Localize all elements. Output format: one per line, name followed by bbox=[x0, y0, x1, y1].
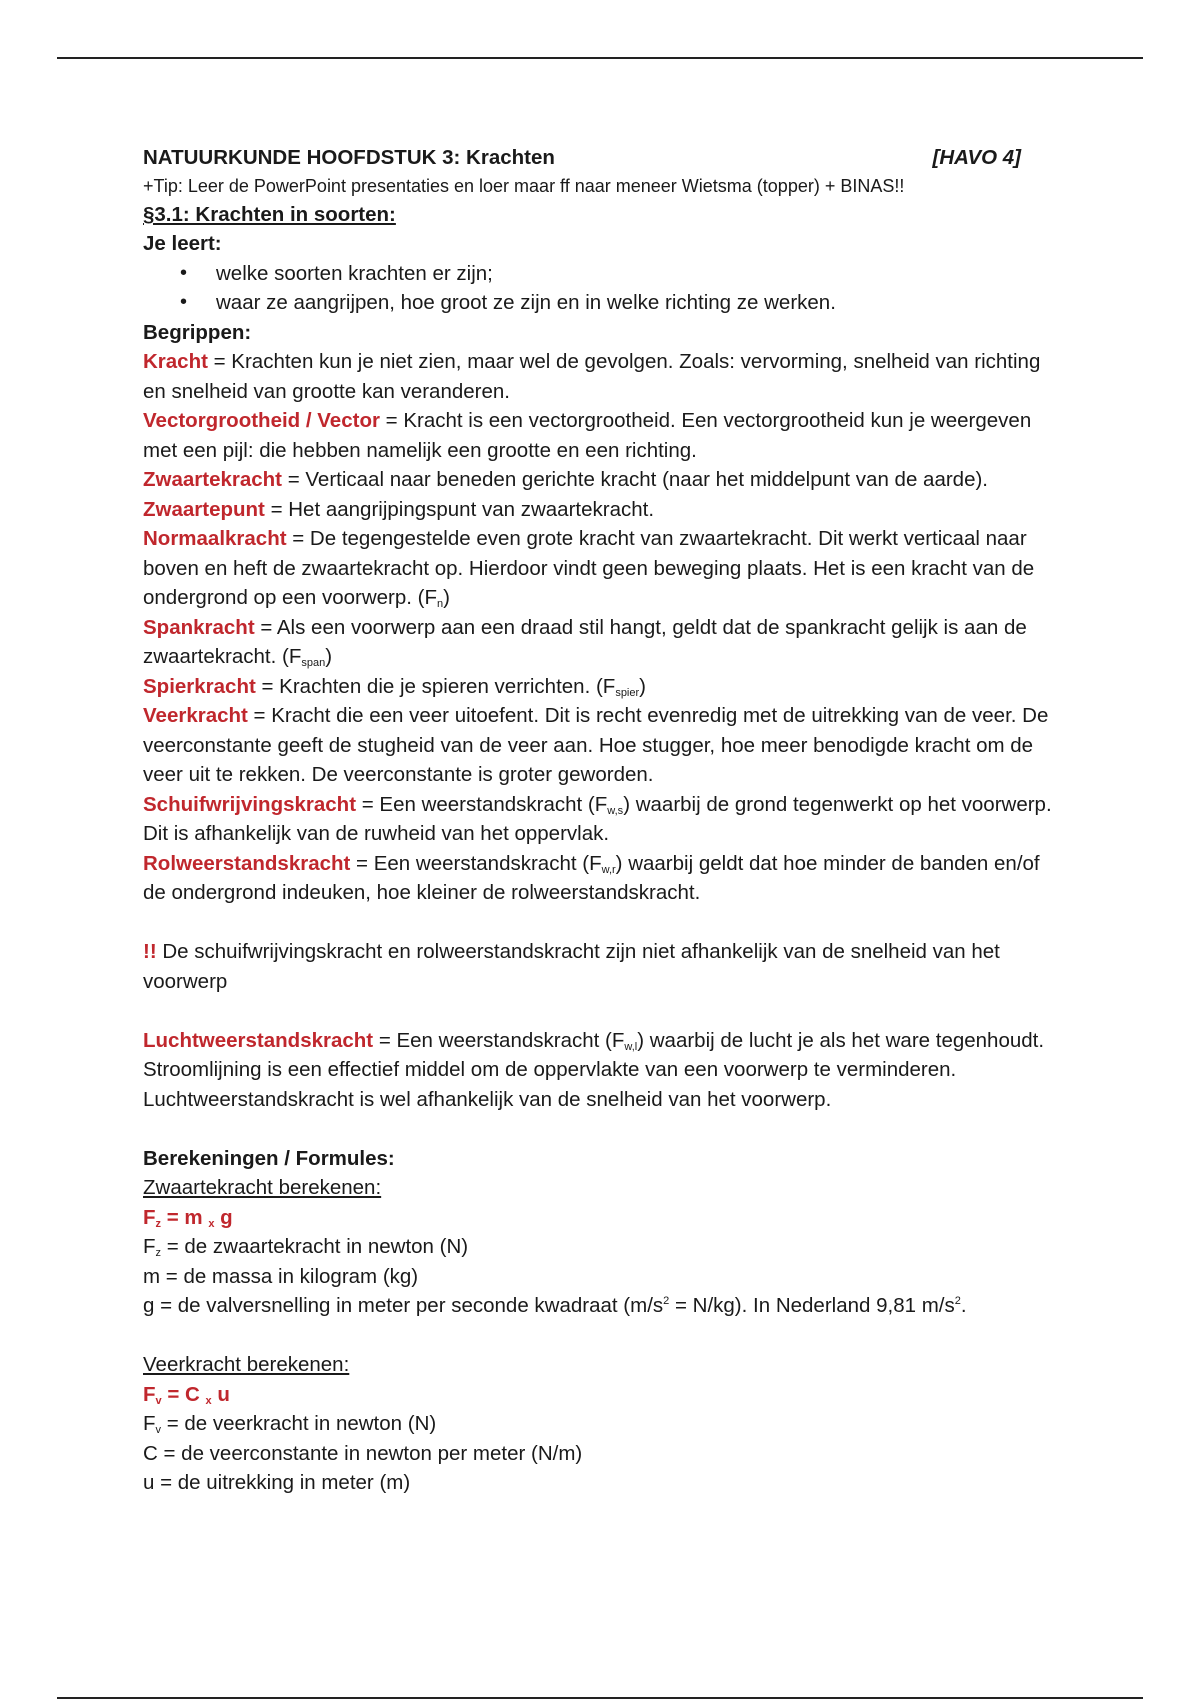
superscript: 2 bbox=[954, 1295, 961, 1307]
var-text: = de veerkracht in newton (N) bbox=[161, 1412, 437, 1435]
subscript: z bbox=[155, 1247, 162, 1259]
var-text: m = de massa in kilogram (kg) bbox=[143, 1264, 419, 1288]
var-text: g = de valversnelling in meter per seconde kwadraat (m/s bbox=[143, 1294, 664, 1317]
spacer bbox=[143, 1114, 1065, 1144]
note-text: De schuifwrijvingskracht en rolweerstandskracht zijn niet afhankelijk van de snelheid van het voorwerp bbox=[143, 940, 1000, 993]
document-header bbox=[143, 143, 1065, 173]
var-symbol: F bbox=[143, 1235, 156, 1258]
definition-text: = Een weerstandskracht (F bbox=[356, 792, 608, 816]
concept-zwaartepunt bbox=[143, 495, 1065, 525]
concept-normaalkracht bbox=[143, 524, 1065, 613]
spring-var-c bbox=[143, 1439, 1065, 1469]
spacer bbox=[143, 996, 1065, 1026]
list-item: • welke soorten krachten er zijn; bbox=[143, 259, 1065, 289]
concept-veerkracht bbox=[143, 701, 1065, 790]
tip-text: +Tip: Leer de PowerPoint presentaties en loer maar ff naar meneer Wietsma (topper) + BINAS!! bbox=[143, 175, 905, 196]
definition-text: = Een weerstandskracht (F bbox=[373, 1028, 625, 1052]
spring-var-u bbox=[143, 1468, 1065, 1498]
list-item: • waar ze aangrijpen, hoe groot ze zijn en in welke richting ze werken. bbox=[143, 288, 1065, 318]
definition-end: ) waarbij de lucht je als het ware tegenhoudt. Stroomlijning is een effectief middel om de oppervlakte van een voorwerp te verminderen. Luchtweerstandskracht is wel afhankelijk van de snelheid van het voorwerp. bbox=[143, 1028, 1045, 1111]
bottom-rule bbox=[57, 1697, 1143, 1699]
gravity-formula bbox=[143, 1203, 1065, 1233]
definition-text: = Een weerstandskracht (F bbox=[350, 851, 602, 875]
term-label: Normaalkracht bbox=[143, 527, 287, 550]
note-paragraph bbox=[143, 937, 1065, 996]
spring-var-fv bbox=[143, 1409, 1065, 1439]
top-rule bbox=[57, 57, 1143, 59]
definition-end: ) waarbij de grond tegenwerkt op het voorwerp. Dit is afhankelijk van de ruwheid van het oppervlak. bbox=[143, 792, 1052, 845]
spring-title: Veerkracht berekenen: bbox=[143, 1353, 350, 1376]
term-label: Veerkracht bbox=[143, 704, 248, 727]
warning-mark: !! bbox=[143, 940, 157, 963]
level-label: [HAVO 4] bbox=[932, 146, 1021, 169]
concepts-heading: Begrippen: bbox=[143, 320, 252, 344]
var-text: . bbox=[960, 1294, 967, 1317]
gravity-title: Zwaartekracht berekenen: bbox=[143, 1176, 382, 1199]
concept-vector bbox=[143, 406, 1065, 465]
definition-text: = Krachten kun je niet zien, maar wel de gevolgen. Zoals: vervorming, snelheid van richting en snelheid van grootte kan veranderen. bbox=[143, 350, 1041, 403]
concept-zwaartekracht bbox=[143, 465, 1065, 495]
term-label: Spierkracht bbox=[143, 674, 256, 698]
superscript: 2 bbox=[663, 1295, 670, 1307]
term-label: Vectorgrootheid / Vector bbox=[143, 409, 380, 432]
term-label: Kracht bbox=[143, 350, 208, 373]
concept-rolweerstand bbox=[143, 849, 1065, 908]
term-label: Rolweerstandskracht bbox=[143, 851, 351, 875]
definition-text: = Verticaal naar beneden gerichte kracht (naar het middelpunt van de aarde). bbox=[282, 468, 989, 491]
term-label: Zwaartekracht bbox=[143, 468, 283, 491]
definition-text: = Kracht die een veer uitoefent. Dit is recht evenredig met de uitrekking van de veer. De veerconstante geeft de stugheid van de veer aan. Hoe stugger, hoe meer benodigde kracht om de veer uit te rekken. De veerconstante is groter geworden. bbox=[143, 704, 1049, 786]
subscript: w,r bbox=[601, 863, 616, 876]
formula-part: u bbox=[211, 1382, 230, 1406]
concept-spierkracht bbox=[143, 672, 1065, 702]
formula-part: g bbox=[214, 1205, 233, 1229]
document-page bbox=[143, 143, 1065, 1498]
subscript: w,l bbox=[624, 1040, 638, 1053]
gravity-var-m bbox=[143, 1262, 1065, 1292]
concept-schuifwrijving bbox=[143, 790, 1065, 849]
definition-text: = Het aangrijpingspunt van zwaartekracht. bbox=[264, 497, 655, 521]
subscript: z bbox=[155, 1217, 162, 1230]
concept-kracht bbox=[143, 347, 1065, 406]
formula-part: = C bbox=[161, 1382, 206, 1406]
spring-formula bbox=[143, 1380, 1065, 1410]
definition-text: = Krachten die je spieren verrichten. (F bbox=[255, 674, 616, 698]
document-title: NATUURKUNDE HOOFDSTUK 3: Krachten bbox=[143, 146, 555, 169]
subscript: spier bbox=[615, 686, 640, 699]
subscript: n bbox=[437, 598, 444, 610]
definition-end: ) bbox=[639, 674, 646, 698]
formulas-heading: Berekeningen / Formules: bbox=[143, 1146, 395, 1170]
times-sign: x bbox=[205, 1394, 212, 1407]
definition-text: = Als een voorwerp aan een draad stil hangt, geldt dat de spankracht gelijk is aan de zwaartekracht. (F bbox=[143, 615, 1027, 668]
subscript: v bbox=[155, 1424, 162, 1436]
formula-part: = m bbox=[161, 1205, 209, 1229]
spacer bbox=[143, 908, 1065, 938]
term-label: Spankracht bbox=[143, 615, 255, 639]
definition-end: ) waarbij geldt dat hoe minder de banden en/of de ondergrond indeuken, hoe kleiner de rolweerstandskracht. bbox=[143, 851, 1040, 904]
definition-text: = De tegengestelde even grote kracht van zwaartekracht. Dit werkt verticaal naar boven en heft de zwaartekracht op. Hierdoor vindt geen beweging plaats. Het is een kracht van de ondergrond op een voorwerp. (F bbox=[143, 527, 1035, 609]
var-symbol: F bbox=[143, 1412, 156, 1435]
learn-list bbox=[143, 259, 1065, 318]
definition-end: ) bbox=[325, 645, 333, 668]
formula-symbol: F bbox=[143, 1382, 156, 1406]
learn-heading: Je leert: bbox=[143, 232, 222, 255]
concept-spankracht bbox=[143, 613, 1065, 672]
definition-end: ) bbox=[443, 586, 450, 609]
spacer bbox=[143, 1321, 1065, 1351]
var-text: = de zwaartekracht in newton (N) bbox=[161, 1235, 469, 1258]
definition-text: = Kracht is een vectorgrootheid. Een vectorgrootheid kun je weergeven met een pijl: die hebben namelijk een grootte en een richting. bbox=[143, 409, 1032, 462]
term-label: Schuifwrijvingskracht bbox=[143, 792, 357, 816]
gravity-var-fz bbox=[143, 1232, 1065, 1262]
var-text: = N/kg). In Nederland 9,81 m/s bbox=[669, 1294, 955, 1317]
var-text: u = de uitrekking in meter (m) bbox=[143, 1471, 411, 1494]
section-title: §3.1: Krachten in soorten: bbox=[143, 202, 396, 226]
concept-luchtweerstand bbox=[143, 1026, 1065, 1115]
subscript: span bbox=[301, 657, 326, 669]
var-text: C = de veerconstante in newton per meter (N/m) bbox=[143, 1441, 583, 1465]
times-sign: x bbox=[208, 1217, 215, 1230]
formula-symbol: F bbox=[143, 1205, 156, 1229]
term-label: Luchtweerstandskracht bbox=[143, 1028, 374, 1052]
term-label: Zwaartepunt bbox=[143, 497, 265, 521]
subscript: w,s bbox=[607, 804, 624, 817]
subscript: v bbox=[155, 1394, 162, 1407]
gravity-var-g bbox=[143, 1291, 1065, 1321]
